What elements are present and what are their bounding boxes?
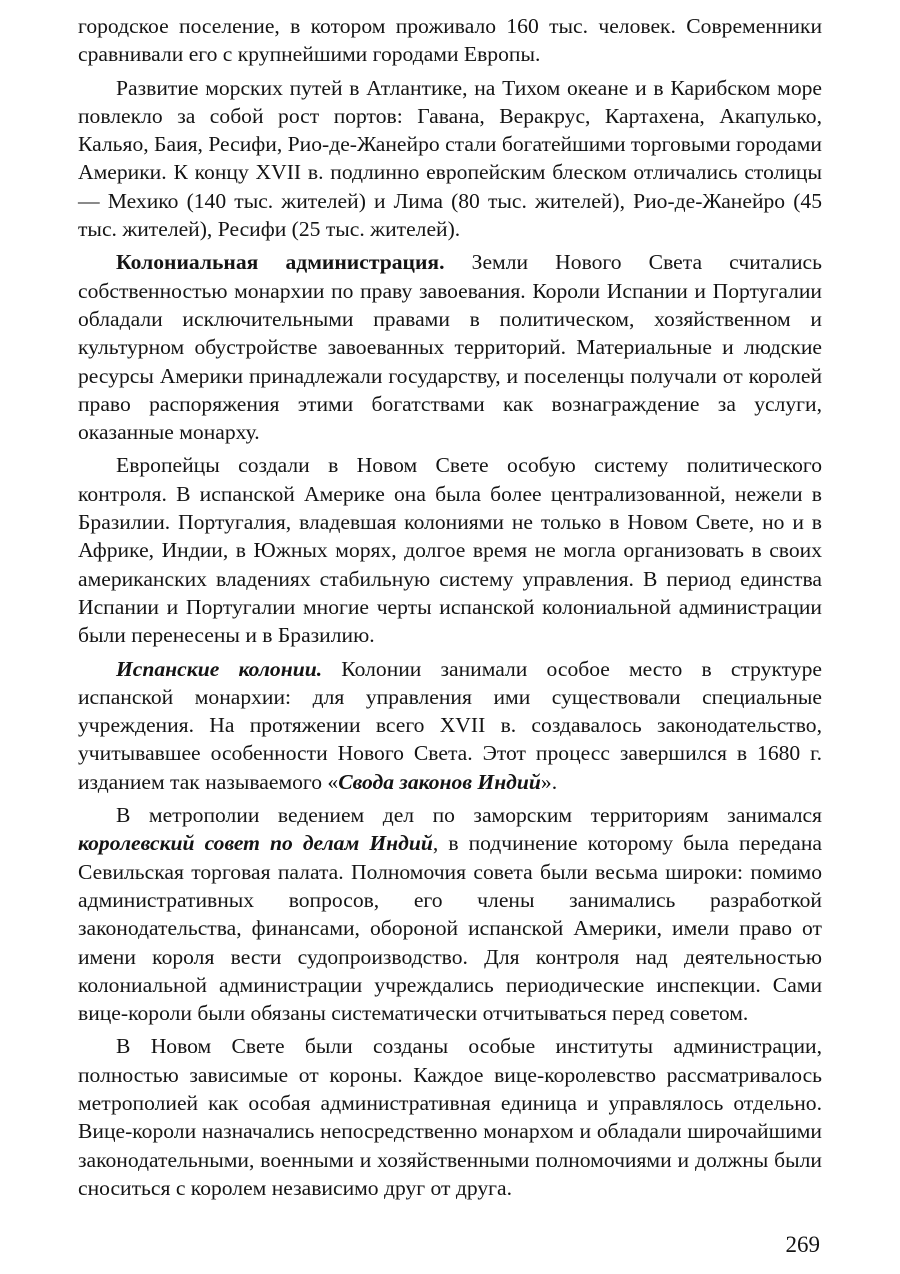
paragraph-7 [78,1032,822,1202]
paragraph-text: Развитие морских путей в Атлантике, на Тихом океане и в Карибском море повлекло за собой рост портов: Гавана, Веракрус, Картахена, Акапулько, Кальяо, Баия, Ресифи, Рио-де-Жанейро стали богатейшими торговыми городами Америки. К концу XVII в. подлинно европейским блеском отличались столицы — Мехико (140 тыс. жителей) и Лима (80 тыс. жителей), Рио-де-Жанейро (45 тыс. жителей), Ресифи (25 тыс. жителей). [78,75,822,242]
paragraph-3 [78,248,822,446]
paragraph-4 [78,451,822,649]
paragraph-2 [78,74,822,244]
paragraph-5 [78,655,822,796]
page-number: 269 [785,1232,820,1257]
paragraph-text: В Новом Свете были созданы особые институты администрации, полностью зависимые от короны. Каждое вице-королевство рассматривалось метрополией как особая административная единица и управлялось отдельно. Вице-короли назначались непосредственно монархом и обладали широчайшими законодательными, военными и хозяйственными полномочиями и должны были сноситься с королем независимо друг от друга. [78,1034,822,1200]
paragraph-text: Колонии занимали особое место в структуре испанской монархии: для управления ими существовали специальные учреждения. На протяжении всего XVII в. создавалось законодательство, учитывавшее особенности Нового Света. Этот процесс завершился в 1680 г. изданием так называемого « [78,656,822,794]
page-body [78,12,822,1202]
paragraph-1 [78,12,822,69]
paragraph-text: Земли Нового Света считались собственностью монархии по праву завоевания. Короли Испании и Португалии обладали исключительными правами в политическом, хозяйственном и культурном обустройстве завоеванных территорий. Материальные и людские ресурсы Америки принадлежали государству, и поселенцы получали от королей право распоряжения этими богатствами как вознаграждение за услуги, оказанные монарху. [78,250,822,445]
paragraph-text: городское поселение, в котором проживало 160 тыс. человек. Современники сравнивали его с крупнейшими городами Европы. [78,14,822,67]
paragraph-text: В метрополии ведением дел по заморским территориям занимался [116,803,822,828]
paragraph-tail: ». [540,769,558,794]
paragraph-6 [78,801,822,1027]
section-heading-spanish-colonies: Испанские колонии. [116,656,323,681]
term-laws-of-indies: Свода законов Индий [338,769,541,794]
section-heading-colonial-administration: Колониальная администрация. [116,250,445,275]
term-council-of-indies: королевский совет по делам Индий [78,831,433,856]
paragraph-text: Европейцы создали в Новом Свете особую систему политического контроля. В испанской Америке она была более централизованной, нежели в Бразилии. Португалия, владевшая колониями не только в Новом Свете, но и в Африке, Индии, в Южных морях, долгое время не могла организовать в своих американских владениях стабильную систему управления. В период единства Испании и Португалии многие черты испанской колониальной администрации были перенесены и в Бразилию. [78,453,822,648]
paragraph-tail: , в подчинение которому была передана Севильская торговая палата. Полномочия совета были весьма широки: помимо административных вопросов, его члены занимались разработкой законодательства, финансами, обороной испанской Америки, имели право от имени короля вести судопроизводство. Для контроля над деятельностью колониальной администрации учреждались периодические инспекции. Сами вице-короли были обязаны систематически отчитываться перед советом. [78,831,822,1026]
